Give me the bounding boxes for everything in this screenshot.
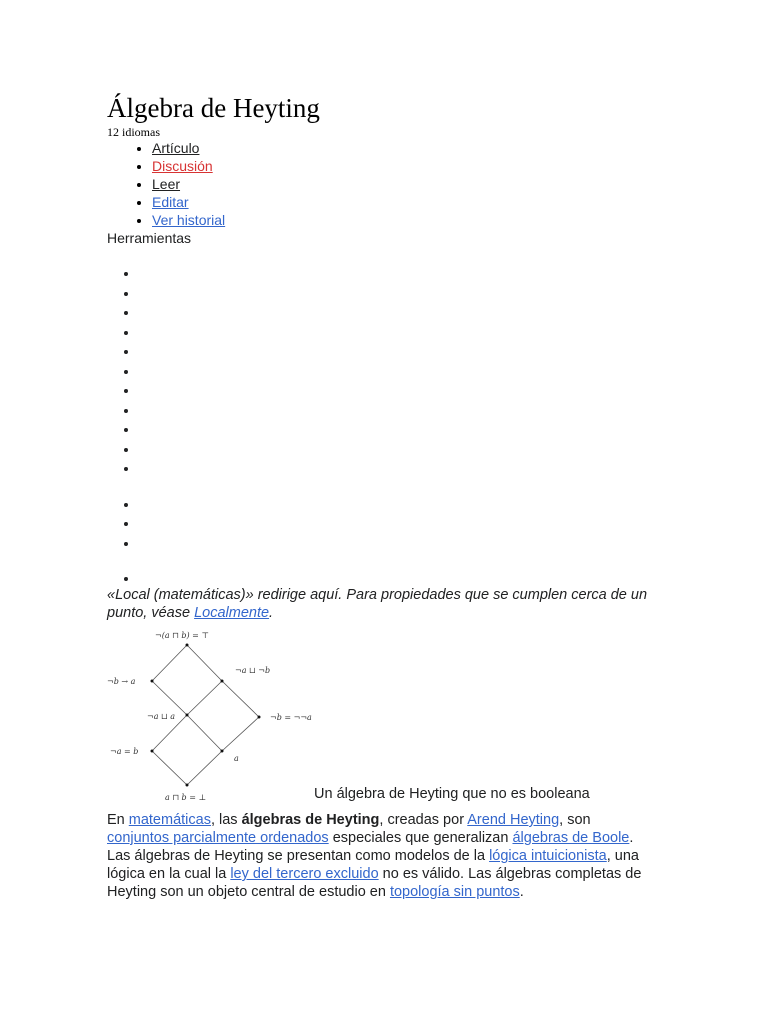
label-bottom: a ⊓ b = ⊥ xyxy=(165,793,206,802)
list-item xyxy=(139,265,667,285)
page-tabs xyxy=(107,139,667,229)
list-item xyxy=(139,363,667,383)
list-item xyxy=(139,535,667,555)
page-title: Álgebra de Heyting xyxy=(107,93,320,123)
language-count[interactable]: 12 idiomas xyxy=(107,125,160,139)
link-algebras-boole[interactable]: álgebras de Boole xyxy=(512,830,630,846)
article xyxy=(107,92,667,900)
tab-article[interactable]: Artículo xyxy=(152,140,200,156)
bold-term: álgebras de Heyting xyxy=(241,812,380,828)
list-item xyxy=(139,515,667,535)
tab-discussion[interactable]: Discusión xyxy=(152,158,213,174)
label-middle-left: ¬a ⊔ a xyxy=(147,712,176,721)
label-right-far: ¬b = ¬¬a xyxy=(270,713,312,722)
list-item xyxy=(139,441,667,461)
tab-read[interactable]: Leer xyxy=(152,176,181,192)
tab-history[interactable]: Ver historial xyxy=(152,212,226,228)
link-tercero-excluido[interactable]: ley del tercero excluido xyxy=(230,866,379,882)
hatnote: «Local (matemáticas)» redirige aquí. Para propiedades que se cumplen cerca de un punto, véase Localmente. xyxy=(107,587,648,621)
link-topologia[interactable]: topología sin puntos xyxy=(389,884,520,900)
label-right-lower: a xyxy=(234,754,239,763)
label-left-lower: ¬a = b xyxy=(110,747,139,756)
intro-paragraph: En matemáticas, las álgebras de Heyting, creadas por Arend Heyting, son conjuntos parcialmente ordenados especiales que generalizan álgebras de Boole. Las álgebras de Heyting se presentan como modelos de la lógica intuicionista, una lógica en la cual la ley del tercero excluido no es válido. Las álgebras completas de Heyting son un objeto central de estudio en topología sin puntos. xyxy=(107,812,642,900)
link-matematicas[interactable]: matemáticas xyxy=(128,812,211,828)
list-item xyxy=(139,324,667,344)
label-top: ¬(a ⊓ b) = ⊤ xyxy=(155,631,209,640)
tools-label[interactable]: Herramientas xyxy=(107,230,192,246)
list-item xyxy=(139,343,667,363)
list-item xyxy=(139,421,667,441)
list-item xyxy=(139,496,667,516)
list-item xyxy=(139,402,667,422)
hatnote-link[interactable]: Localmente xyxy=(194,605,270,621)
heyting-lattice-diagram xyxy=(107,627,337,807)
list-item xyxy=(139,304,667,324)
tools-list xyxy=(107,265,667,480)
tools-list-secondary xyxy=(107,496,667,555)
figure-caption: Un álgebra de Heyting que no es booleana xyxy=(314,786,590,802)
tab-edit[interactable]: Editar xyxy=(152,194,189,210)
link-logica-intuicionista[interactable]: lógica intuicionista xyxy=(489,848,607,864)
list-item xyxy=(139,460,667,480)
link-conjuntos[interactable]: conjuntos parcialmente ordenados xyxy=(107,830,329,846)
label-right-upper: ¬a ⊔ ¬b xyxy=(235,666,271,675)
list-item xyxy=(139,382,667,402)
label-left-upper: ¬b → a xyxy=(107,677,136,686)
list-item xyxy=(139,285,667,305)
link-arend-heyting[interactable]: Arend Heyting xyxy=(467,812,560,828)
